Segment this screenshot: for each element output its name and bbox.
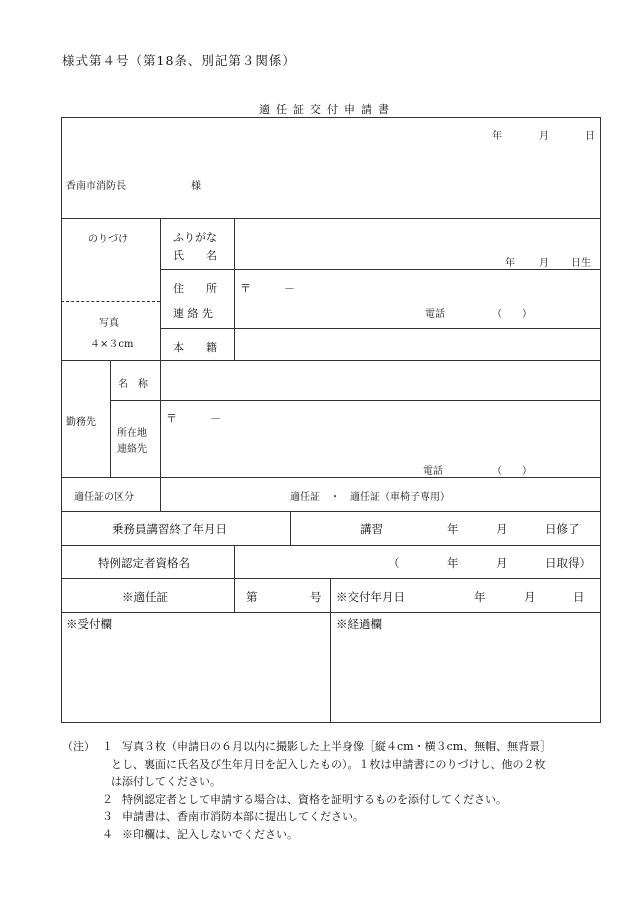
- note-number: １: [102, 740, 113, 753]
- progress-field-label: ※経過欄: [336, 617, 382, 631]
- form-number-header: 様式第４号（第18条、別記第３関係）: [62, 53, 296, 68]
- issue-month-label: 月: [524, 590, 536, 604]
- divider: [61, 612, 601, 613]
- postal-code-mark: 〒 －: [240, 282, 295, 295]
- divider-vertical: [290, 511, 291, 545]
- photo-size-label: ４×３cm: [90, 339, 134, 350]
- category-value: 適任証 ・ 適任証（車椅子専用）: [290, 492, 450, 503]
- workplace-group-label: 勤務先: [66, 417, 96, 428]
- birth-day-label: 日生: [571, 258, 591, 269]
- honseki-label: 本 籍: [173, 341, 217, 354]
- divider: [61, 477, 601, 478]
- divider: [61, 360, 601, 361]
- divider: [61, 578, 601, 579]
- cert-label: ※適任証: [122, 590, 168, 604]
- training-course-label: 講習: [360, 522, 383, 536]
- divider-vertical: [160, 218, 161, 360]
- contact-label: 連 絡 先: [173, 307, 213, 320]
- cert-dai-label: 第: [246, 590, 258, 604]
- notes-prefix: （注）: [62, 740, 95, 753]
- cert-gou-label: 号: [310, 590, 322, 604]
- divider: [61, 545, 601, 546]
- special-acquired-label: 日取得）: [545, 556, 591, 570]
- address-label: 住 所: [173, 282, 217, 295]
- photo-label: 写真: [99, 318, 119, 329]
- workplace-phone-paren: （ ）: [492, 466, 532, 477]
- note-line: 特例認定者として申請する場合は、資格を証明するものを添付してください。: [122, 792, 507, 806]
- birth-year-label: 年: [505, 258, 515, 269]
- birth-month-label: 月: [539, 258, 549, 269]
- divider: [61, 511, 601, 512]
- category-label: 適任証の区分: [74, 492, 134, 503]
- phone-label: 電話: [425, 309, 445, 320]
- divider: [160, 328, 601, 329]
- issue-year-label: 年: [474, 590, 486, 604]
- issue-day-label: 日: [573, 590, 585, 604]
- divider: [61, 218, 601, 219]
- divider-vertical: [160, 360, 161, 477]
- addressee-name: 香南市消防長: [66, 181, 126, 192]
- divider-vertical: [234, 545, 235, 612]
- furigana-label: ふりがな: [173, 231, 217, 244]
- note-number: ３: [102, 810, 113, 823]
- addressee-honorific: 様: [191, 181, 201, 192]
- issue-date-label: ※交付年月日: [336, 590, 405, 604]
- divider-vertical: [160, 477, 161, 511]
- workplace-postal-mark: 〒 －: [166, 412, 221, 425]
- divider: [110, 400, 601, 401]
- workplace-contact-label: 連絡先: [117, 444, 147, 455]
- reception-field-label: ※受付欄: [66, 617, 112, 631]
- note-line: ※印欄は、記入しないでください。: [122, 827, 298, 841]
- note-line: は添付してください。: [111, 775, 221, 788]
- workplace-address-label: 所在地: [117, 428, 147, 439]
- note-line: とし、裏面に氏名及び生年月日を記入したもの）。１枚は申請書にのりづけし、他の２枚: [111, 757, 546, 771]
- photo-dashed-line: [61, 301, 160, 302]
- form-title: 適任証交付申請書: [259, 103, 395, 116]
- divider: [160, 269, 601, 270]
- divider-vertical: [330, 578, 331, 723]
- special-label: 特例認定者資格名: [98, 556, 190, 570]
- date-day-label: 日: [585, 131, 595, 142]
- training-done-label: 日修了: [545, 522, 580, 536]
- workplace-phone-label: 電話: [423, 466, 443, 477]
- date-month-label: 月: [539, 131, 549, 142]
- note-number: ２: [102, 792, 113, 806]
- training-label: 乗務員講習終了年月日: [112, 522, 227, 536]
- special-month-label: 月: [496, 556, 508, 570]
- special-year-label: 年: [447, 556, 459, 570]
- training-year-label: 年: [447, 522, 459, 536]
- divider-vertical: [110, 360, 111, 477]
- note-line: 申請書は、香南市消防本部に提出してください。: [122, 810, 364, 823]
- training-month-label: 月: [496, 522, 508, 536]
- date-year-label: 年: [492, 131, 502, 142]
- workplace-name-label: 名 称: [118, 379, 148, 390]
- name-label: 氏 名: [173, 249, 217, 262]
- form-frame: [61, 117, 601, 723]
- divider-vertical: [234, 218, 235, 360]
- phone-paren: （ ）: [492, 309, 532, 320]
- special-open-paren: （: [388, 556, 400, 570]
- note-number: ４: [102, 827, 113, 841]
- note-line: 写真３枚（申請日の６月以内に撮影した上半身像［縦４cm・横３cm、無帽、無背景］: [122, 740, 552, 753]
- glue-label: のりづけ: [88, 234, 128, 245]
